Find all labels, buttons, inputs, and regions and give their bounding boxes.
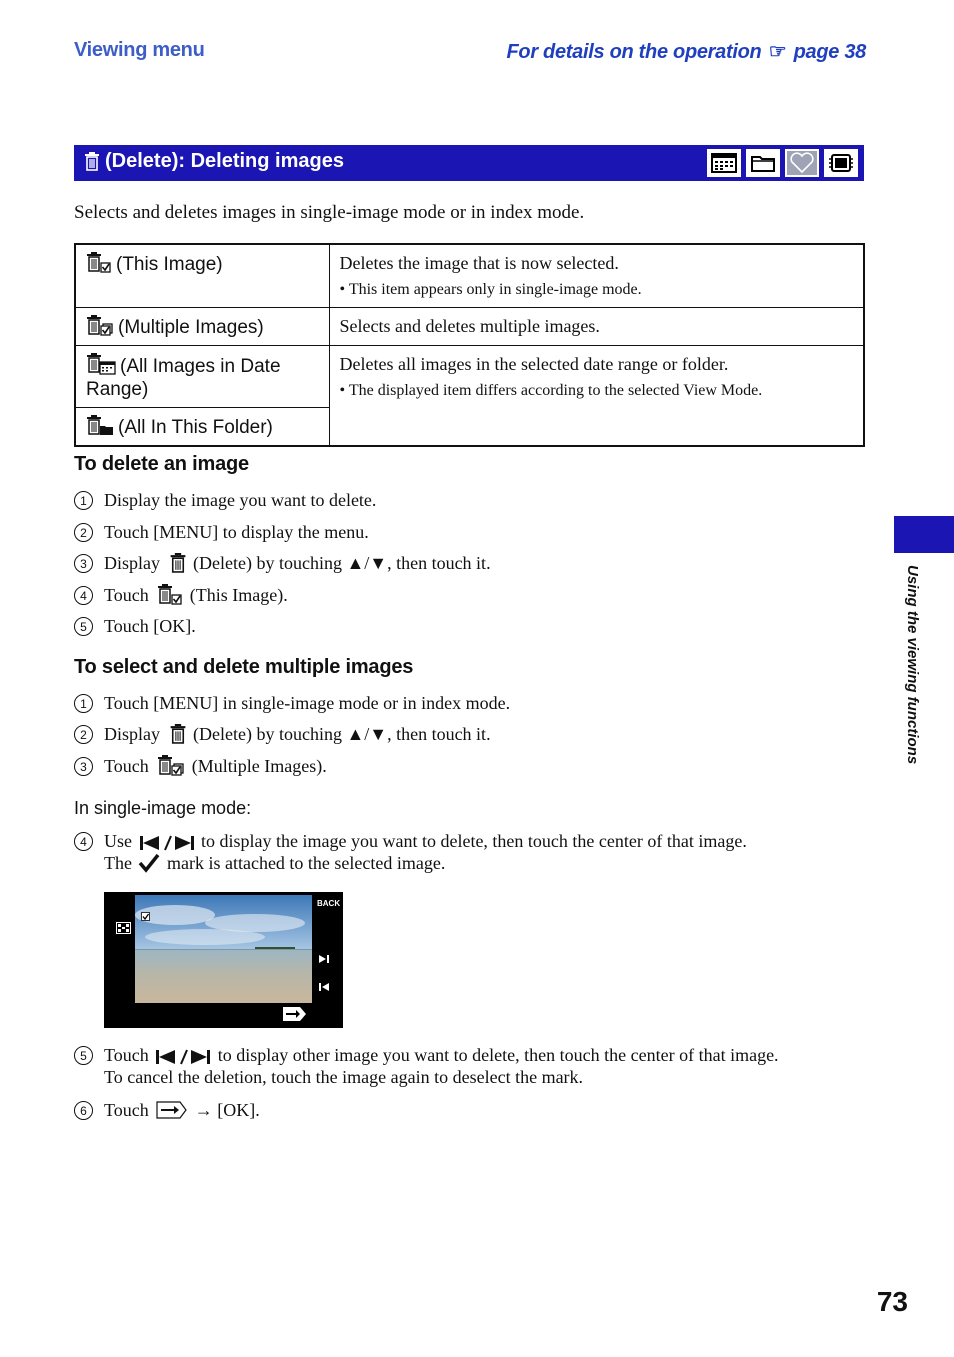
delete-this-image-icon [157, 584, 183, 605]
chapter-tab-label: Using the viewing functions [904, 565, 921, 765]
index-view-icon[interactable] [116, 922, 131, 934]
list-item: 1 Display the image you want to delete. [74, 489, 376, 511]
previous-image-icon[interactable] [318, 982, 330, 992]
delete-options-table [74, 243, 865, 447]
list-item: 5 Touch [OK]. [74, 615, 196, 637]
folder-view-icon [746, 149, 780, 177]
delete-image-heading: To delete an image [74, 453, 249, 475]
delete-multiple-images-icon [157, 755, 185, 776]
prev-next-icon [155, 1049, 211, 1065]
table-row [75, 244, 864, 308]
list-item: 1 Touch [MENU] in single-image mode or in index mode. [74, 692, 510, 714]
header-page-link[interactable]: page 38 [793, 41, 866, 63]
prev-next-icon [139, 835, 195, 851]
sample-photo [135, 895, 312, 1003]
delete-folder-icon [86, 415, 114, 436]
intro-paragraph: Selects and deletes images in single-image mode or in index mode. [74, 202, 585, 223]
page-number: 73 [876, 1286, 908, 1317]
option-label: (Multiple Images) [75, 308, 329, 346]
back-button[interactable]: BACK [317, 899, 341, 908]
trash-icon [84, 152, 100, 171]
list-item: 6 Touch → [OK]. [74, 1099, 260, 1121]
calendar-view-icon [707, 149, 741, 177]
list-item: 3 Display (Delete) by touching ▲/▼, then touch it. [74, 552, 491, 574]
confirm-arrow-button[interactable] [282, 1006, 307, 1022]
option-description: Selects and deletes multiple images. [329, 308, 864, 346]
header-details-text: For details on the operation [506, 41, 762, 63]
list-item: 4 Touch (This Image). [74, 584, 288, 606]
chapter-tab-marker [894, 516, 954, 553]
delete-multiple-images-icon [86, 315, 114, 336]
delete-this-image-icon [86, 252, 112, 273]
trash-icon [169, 553, 187, 573]
table-row [75, 346, 864, 408]
next-image-icon[interactable] [318, 954, 330, 964]
running-header-left: Viewing menu [74, 39, 205, 61]
favorites-view-icon [785, 149, 819, 177]
check-mark-icon [141, 912, 150, 921]
list-item: 5 Touch to display other image you want to delete, then touch the center of that image. To cancel the deletion, touch the image again to deselect the mark. [74, 1044, 779, 1088]
checkmark-icon [138, 853, 160, 873]
option-label: (All Images in Date Range) [75, 346, 329, 408]
option-description: Deletes the image that is now selected. • This item appears only in single-image mode. [329, 244, 864, 308]
list-item: 2 Touch [MENU] to display the menu. [74, 521, 369, 543]
section-title [84, 150, 344, 173]
option-description: Deletes all images in the selected date range or folder. • The displayed item differs according to the selected View Mode. [329, 346, 864, 447]
delete-multiple-heading: To select and delete multiple images [74, 656, 414, 678]
list-item: 2 Display (Delete) by touching ▲/▼, then touch it. [74, 723, 491, 745]
option-label: (All In This Folder) [75, 408, 329, 447]
list-item: 4 Use to display the image you want to delete, then touch the center of that image. The mark is attached to the selected image. [74, 830, 747, 874]
confirm-arrow-icon [156, 1100, 188, 1120]
section-title-text: (Delete): Deleting images [105, 150, 344, 172]
table-row [75, 308, 864, 346]
memory-view-icon [824, 149, 858, 177]
single-image-mode-subheading: In single-image mode: [74, 798, 252, 818]
view-mode-icons [707, 149, 858, 177]
pointing-hand-icon: ☞ [768, 41, 787, 63]
option-label: (This Image) [75, 244, 329, 308]
list-item: 3 Touch (Multiple Images). [74, 755, 327, 777]
trash-icon [169, 724, 187, 744]
running-header-right [506, 39, 866, 64]
section-title-bar [74, 145, 864, 181]
camera-screen-illustration [104, 892, 343, 1028]
delete-date-range-icon [86, 353, 116, 375]
